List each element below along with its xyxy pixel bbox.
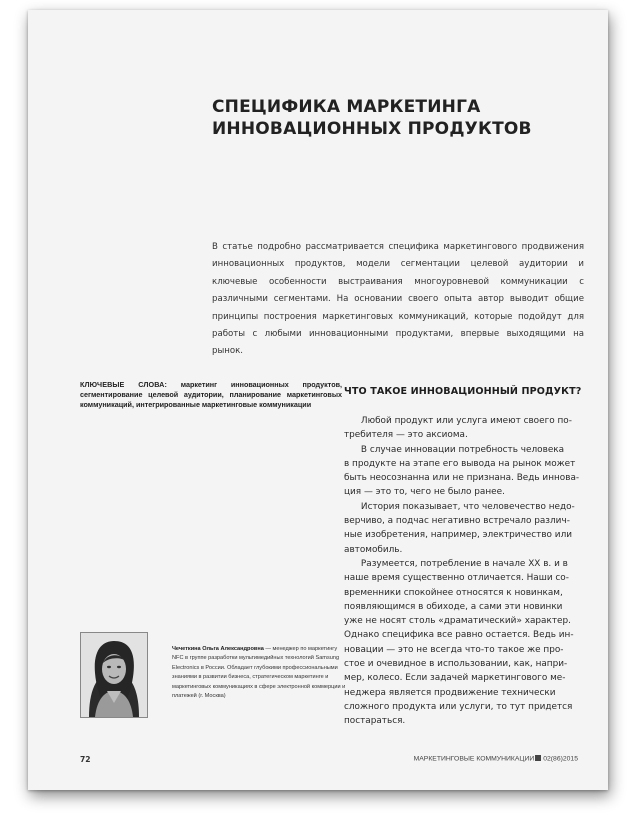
body-line: Однако специфика все равно остается. Ведь ин- <box>344 630 574 641</box>
journal-page <box>28 10 608 790</box>
author-block <box>80 632 346 722</box>
running-footer <box>414 755 578 763</box>
body-line: ные изобретения, например, электричество или <box>344 530 573 541</box>
square-bullet-icon <box>535 755 541 761</box>
article-abstract: В статье подробно рассматривается специфика маркетингового продвижения инновационных продуктов, модели сегментации целевой аудитории и ключевые особенности выстраивания многоуровневой коммуникации с различными сегментами. На основании своего опыта автор выводит общие принципы построения маркетинговых коммуникаций, которые подойдут для работы с любыми инновационными продуктами, впервые выходящими на рынок. <box>212 242 584 357</box>
body-line: временники спокойнее относятся к новинкам, <box>344 587 563 598</box>
author-description: — менеджер по маркетингу NFC в группе разработки мультимедийных технологий Samsung Electronics в России. Обладает глубокими профессиональными знаниями в развитии бизнеса, стратегическом маркетинге и маркетинговых коммуникациях в сфере электронной коммерции и платежей (г. Москва) <box>172 646 346 700</box>
section-heading: ЧТО ТАКОЕ ИННОВАЦИОННЫЙ ПРОДУКТ? <box>344 386 582 397</box>
body-line: неджера является продвижение технически <box>344 687 556 698</box>
article-title <box>212 96 572 140</box>
body-line: В случае инновации потребность человека <box>344 444 565 455</box>
body-line: Разумеется, потребление в начале XX в. и в <box>344 558 568 569</box>
section-body <box>344 414 587 729</box>
body-line: быть неосознанна или не признана. Ведь иннова- <box>344 473 580 484</box>
author-bio <box>172 645 346 701</box>
keywords-label: КЛЮЧЕВЫЕ СЛОВА: <box>80 380 167 389</box>
body-line: появляющимся в обиходе, а сами эти новинки <box>344 601 563 612</box>
title-line-1: СПЕЦИФИКА МАРКЕТИНГА <box>212 97 481 117</box>
keywords-text: маркетинг инновационных продуктов, сегментирование целевой аудитории, планирование маркетинговых коммуникаций, интегрированные маркетинговые коммуникации <box>80 380 342 410</box>
keywords-block <box>80 380 342 411</box>
body-line: в продукте на этапе его вывода на рынок может <box>344 458 576 469</box>
issue-number: 02(86)2015 <box>543 755 578 763</box>
body-line: требителя — это аксиома. <box>344 430 468 441</box>
body-line: сложного продукта или услуги, то тут придется <box>344 701 573 712</box>
body-line: Любой продукт или услуга имеют своего по- <box>344 416 572 426</box>
body-line: автомобиль. <box>344 544 403 555</box>
author-portrait-photo <box>80 632 148 718</box>
body-line: ция — это то, чего не было ранее. <box>344 487 505 498</box>
journal-name: МАРКЕТИНГОВЫЕ КОММУНИКАЦИИ <box>413 755 535 763</box>
body-line: постараться. <box>344 716 406 727</box>
body-line: новации — это не всегда что-то такое же про- <box>344 644 564 655</box>
author-portrait-image <box>81 633 147 717</box>
title-line-2: ИННОВАЦИОННЫХ ПРОДУКТОВ <box>212 119 532 139</box>
author-name: Чечеткина Ольга Александровна <box>172 646 264 652</box>
body-line: стое и очевидное в использовании, как, напри- <box>344 659 568 670</box>
body-line: наше время существенно отличается. Наши со- <box>344 573 569 584</box>
body-line: мер, колесо. Если задачей маркетингового ме- <box>344 673 566 684</box>
body-line: уже не носят столь «драматический» характер. <box>344 616 571 627</box>
page-number: 72 <box>80 755 91 764</box>
body-line: верчиво, а подчас негативно встречало различ- <box>344 516 570 527</box>
body-line: История показывает, что человечество недо- <box>344 501 575 512</box>
